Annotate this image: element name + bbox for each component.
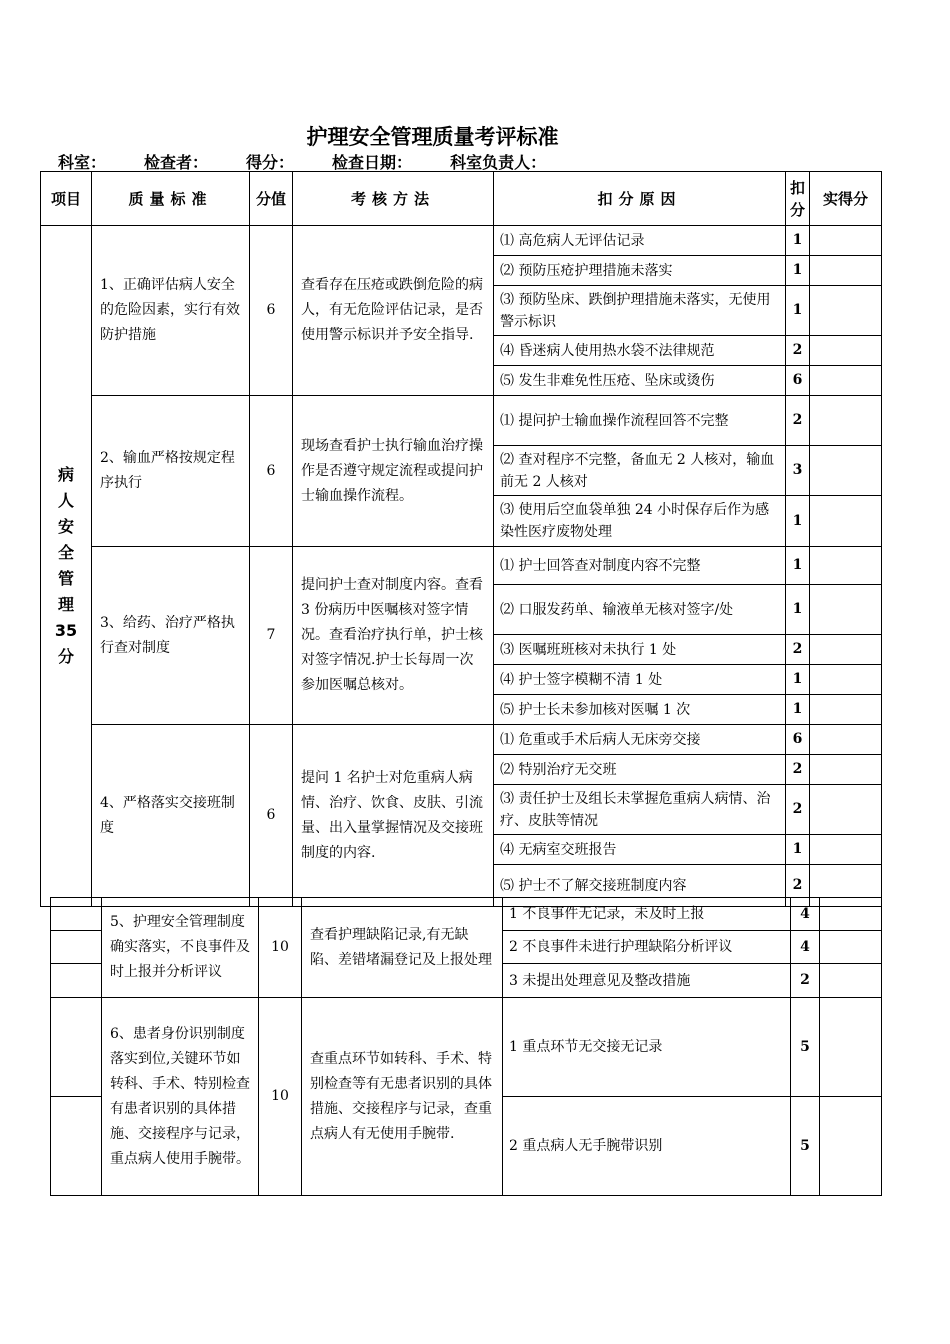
table-row	[41, 725, 882, 755]
category-char: 安	[57, 517, 74, 536]
header-deduct: 扣分	[786, 172, 810, 226]
points-cell: 6	[250, 226, 293, 396]
head-label: 科室负责人：	[450, 153, 547, 172]
deduct-cell: 4	[791, 898, 820, 931]
deduct-cell: 2	[786, 635, 810, 665]
actual-score-cell[interactable]	[820, 964, 882, 998]
table-row	[41, 396, 882, 446]
header-reason: 扣分原因	[494, 172, 786, 226]
reason-cell: ⑶ 预防坠床、跌倒护理措施未落实，无使用警示标识	[494, 286, 786, 336]
deduct-cell: 2	[786, 336, 810, 366]
header-method: 考核方法	[293, 172, 494, 226]
standard-cell: 4、严格落实交接班制度	[92, 725, 250, 907]
category-char: 分	[57, 647, 74, 666]
deduct-cell: 1	[786, 665, 810, 695]
deduct-cell: 6	[786, 725, 810, 755]
actual-score-cell[interactable]	[810, 755, 882, 785]
points-cell: 10	[259, 898, 302, 998]
reason-cell: ⑷ 护士签字模糊不清 1 处	[494, 665, 786, 695]
evaluation-table-lower	[50, 897, 882, 1196]
standard-cell: 5、护理安全管理制度确实落实，不良事件及时上报并分析评议	[102, 898, 259, 998]
reason-cell: 1 不良事件无记录，未及时上报	[503, 898, 791, 931]
actual-score-cell[interactable]	[810, 635, 882, 665]
actual-score-cell[interactable]	[810, 286, 882, 336]
reason-cell: ⑵ 查对程序不完整，备血无 2 人核对，输血前无 2 人核对	[494, 446, 786, 496]
method-cell: 提问 1 名护士对危重病人病情、治疗、饮食、皮肤、引流量、出入量掌握情况及交接班制度的内容.	[293, 725, 494, 907]
actual-score-cell[interactable]	[810, 336, 882, 366]
actual-score-cell[interactable]	[810, 446, 882, 496]
table-row	[51, 898, 882, 931]
category-char: 理	[57, 595, 74, 614]
deduct-cell: 1	[786, 256, 810, 286]
category-cell	[41, 226, 92, 907]
method-cell: 现场查看护士执行输血治疗操作是否遵守规定流程或提问护士输血操作流程。	[293, 396, 494, 547]
form-meta-line	[58, 150, 584, 173]
reason-cell: ⑸ 护士不了解交接班制度内容	[494, 865, 786, 907]
standard-cell: 3、给药、治疗严格执行查对制度	[92, 547, 250, 725]
deduct-cell: 1	[786, 226, 810, 256]
points-cell: 7	[250, 547, 293, 725]
item-blank-cell	[51, 898, 102, 931]
reason-cell: ⑶ 医嘱班班核对未执行 1 处	[494, 635, 786, 665]
deduct-cell: 2	[791, 964, 820, 998]
actual-score-cell[interactable]	[810, 547, 882, 585]
points-cell: 6	[250, 396, 293, 547]
deduct-cell: 1	[786, 496, 810, 547]
header-item: 项目	[41, 172, 92, 226]
category-char: 全	[57, 543, 74, 562]
deduct-cell: 2	[786, 755, 810, 785]
actual-score-cell[interactable]	[810, 665, 882, 695]
reason-cell: ⑶ 使用后空血袋单独 24 小时保存后作为感染性医疗废物处理	[494, 496, 786, 547]
actual-score-cell[interactable]	[820, 1097, 882, 1196]
reason-cell: ⑴ 提问护士输血操作流程回答不完整	[494, 396, 786, 446]
category-char: 人	[57, 491, 74, 510]
deduct-cell: 1	[786, 585, 810, 635]
standard-cell: 1、正确评估病人安全的危险因素，实行有效防护措施	[92, 226, 250, 396]
actual-score-cell[interactable]	[810, 366, 882, 396]
item-blank-cell	[51, 964, 102, 998]
reason-cell: 1 重点环节无交接无记录	[503, 998, 791, 1097]
reason-cell: ⑸ 护士长未参加核对医嘱 1 次	[494, 695, 786, 725]
header-row	[41, 172, 882, 226]
category-char: 管	[57, 569, 74, 588]
reason-cell: ⑷ 昏迷病人使用热水袋不法律规范	[494, 336, 786, 366]
reason-cell: ⑸ 发生非难免性压疮、坠床或烫伤	[494, 366, 786, 396]
deduct-cell: 1	[786, 695, 810, 725]
reason-cell: 2 不良事件未进行护理缺陷分析评议	[503, 931, 791, 964]
reason-cell: ⑵ 口服发药单、输液单无核对签字/处	[494, 585, 786, 635]
item-blank-cell	[51, 998, 102, 1097]
deduct-cell: 6	[786, 366, 810, 396]
evaluation-table-upper	[40, 171, 882, 907]
table-row	[41, 547, 882, 585]
reason-cell: ⑴ 危重或手术后病人无床旁交接	[494, 725, 786, 755]
item-blank-cell	[51, 1097, 102, 1196]
standard-cell: 6、患者身份识别制度落实到位,关键环节如转科、手术、特别检查有患者识别的具体措施、交接程序与记录，重点病人使用手腕带。	[102, 998, 259, 1196]
deduct-cell: 1	[786, 547, 810, 585]
reason-cell: ⑴ 高危病人无评估记录	[494, 226, 786, 256]
standard-cell: 2、输血严格按规定程序执行	[92, 396, 250, 547]
deduct-cell: 5	[791, 998, 820, 1097]
deduct-cell: 5	[791, 1097, 820, 1196]
category-char: 35	[54, 621, 78, 640]
actual-score-cell[interactable]	[810, 226, 882, 256]
reason-cell: ⑴ 护士回答查对制度内容不完整	[494, 547, 786, 585]
reason-cell: ⑵ 特别治疗无交班	[494, 755, 786, 785]
deduct-cell: 1	[786, 835, 810, 865]
header-points: 分值	[250, 172, 293, 226]
method-cell: 查看存在压疮或跌倒危险的病人，有无危险评估记录，是否使用警示标识并予安全指导.	[293, 226, 494, 396]
deduct-cell: 2	[786, 785, 810, 835]
actual-score-cell[interactable]	[820, 898, 882, 931]
category-char: 病	[57, 465, 74, 484]
dept-label: 科室：	[58, 153, 107, 172]
method-cell: 查重点环节如转科、手术、特别检查等有无患者识别的具体措施、交接程序与记录，查重点病人有无使用手腕带.	[302, 998, 503, 1196]
deduct-cell: 1	[786, 286, 810, 336]
date-label: 检查日期：	[332, 153, 413, 172]
deduct-cell: 2	[786, 396, 810, 446]
actual-score-cell[interactable]	[810, 785, 882, 835]
page-title: 护理安全管理质量考评标准	[306, 125, 559, 149]
deduct-cell: 3	[786, 446, 810, 496]
actual-score-cell[interactable]	[810, 725, 882, 755]
reason-cell: ⑷ 无病室交班报告	[494, 835, 786, 865]
reason-cell: ⑶ 责任护士及组长未掌握危重病人病情、治疗、皮肤等情况	[494, 785, 786, 835]
method-cell: 提问护士查对制度内容。查看 3 份病历中医嘱核对签字情况。查看治疗执行单，护士核对签字情况.护士长每周一次参加医嘱总核对。	[293, 547, 494, 725]
points-cell: 6	[250, 725, 293, 907]
method-cell: 查看护理缺陷记录,有无缺陷、差错堵漏登记及上报处理	[302, 898, 503, 998]
reason-cell: 2 重点病人无手腕带识别	[503, 1097, 791, 1196]
inspector-label: 检查者：	[144, 153, 209, 172]
item-blank-cell	[51, 931, 102, 964]
actual-score-cell[interactable]	[820, 931, 882, 964]
actual-score-cell[interactable]	[820, 998, 882, 1097]
actual-score-cell[interactable]	[810, 695, 882, 725]
table-row	[51, 998, 882, 1097]
actual-score-cell[interactable]	[810, 496, 882, 547]
reason-cell: ⑵ 预防压疮护理措施未落实	[494, 256, 786, 286]
table-row	[41, 226, 882, 256]
deduct-cell: 4	[791, 931, 820, 964]
header-standard: 质量标准	[92, 172, 250, 226]
header-actual: 实得分	[810, 172, 882, 226]
actual-score-cell[interactable]	[810, 396, 882, 446]
points-cell: 10	[259, 998, 302, 1196]
actual-score-cell[interactable]	[810, 585, 882, 635]
actual-score-cell[interactable]	[810, 256, 882, 286]
score-label: 得分：	[246, 153, 295, 172]
deduct-cell: 2	[786, 865, 810, 907]
actual-score-cell[interactable]	[810, 835, 882, 865]
reason-cell: 3 未提出处理意见及整改措施	[503, 964, 791, 998]
